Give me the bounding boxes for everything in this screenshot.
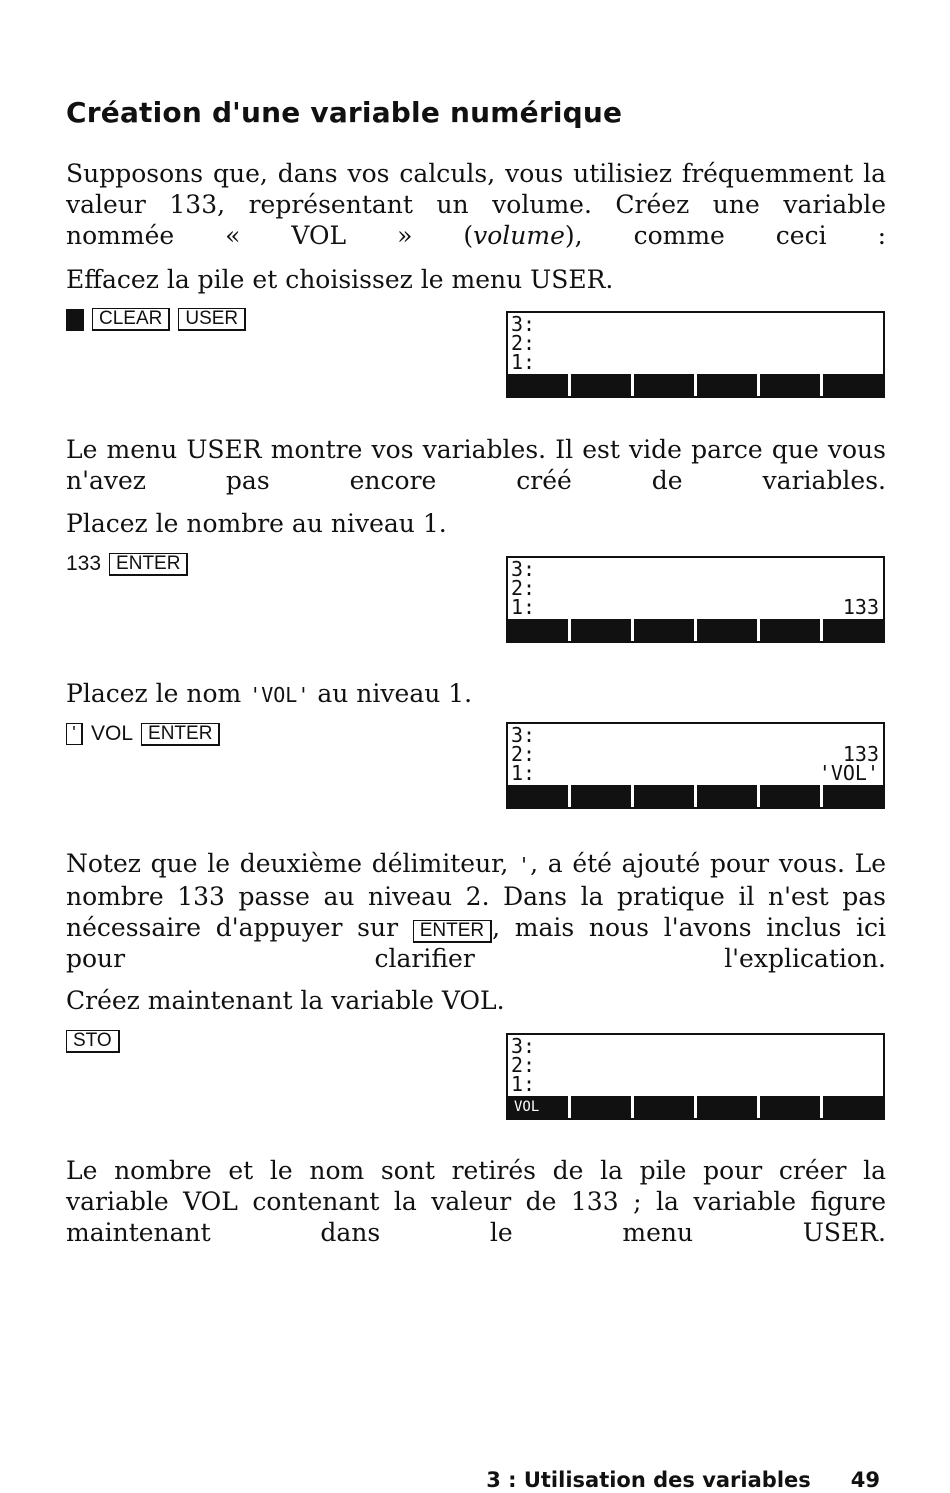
enter-key: ENTER bbox=[141, 723, 220, 746]
intro-paragraph bbox=[66, 158, 886, 251]
stack-level-1: 1: 'VOL' bbox=[511, 761, 879, 785]
step2-instruction: Placez le nombre au niveau 1. bbox=[66, 509, 447, 538]
menu-tab bbox=[760, 374, 820, 396]
sto-key: STO bbox=[66, 1030, 120, 1053]
tick-key: ' bbox=[66, 723, 83, 745]
delimiter-glyph: ' bbox=[518, 853, 531, 877]
calculator-display-3 bbox=[506, 722, 885, 809]
stack-level-2: 2: bbox=[511, 331, 536, 355]
stack-level-3: 3: bbox=[511, 1034, 536, 1058]
menu-tab bbox=[634, 619, 694, 641]
menu-tab bbox=[571, 1096, 631, 1118]
softkey-menu bbox=[508, 785, 883, 807]
section-heading: Création d'une variable numérique bbox=[66, 96, 623, 129]
paragraph-3: Notez que le deuxième délimiteur, ', a été ajouté pour vous. Le nombre 133 passe au niveau 2. Dans la pratique il n'est pas nécessaire d'appuyer sur ENTER , mais nous l'avons inclus ici pour clarifier l'explication. bbox=[66, 849, 886, 973]
stack-level-2: 2: bbox=[511, 1053, 536, 1077]
step1-keystrokes bbox=[66, 308, 246, 331]
menu-tab bbox=[697, 1096, 757, 1118]
stack-level-2: 2: 133 bbox=[511, 742, 879, 766]
menu-tab bbox=[634, 785, 694, 807]
step1-instruction: Effacez la pile et choisissez le menu USER. bbox=[66, 265, 614, 294]
page-footer bbox=[486, 1468, 880, 1492]
calculator-display-1 bbox=[506, 311, 885, 398]
stack-level-2: 2: bbox=[511, 576, 536, 600]
menu-tab bbox=[760, 619, 820, 641]
step2-keystrokes bbox=[66, 552, 188, 576]
stack-level-3: 3: bbox=[511, 557, 536, 581]
stack-level-1: 1: bbox=[511, 1072, 536, 1096]
stack-level-3: 3: bbox=[511, 723, 536, 747]
shift-key-icon bbox=[66, 309, 84, 331]
calculator-display-2 bbox=[506, 556, 885, 643]
softkey-menu bbox=[508, 619, 883, 641]
menu-tab bbox=[823, 785, 883, 807]
menu-tab bbox=[697, 619, 757, 641]
paragraph-2: Le menu USER montre vos variables. Il est vide parce que vous n'avez pas encore créé de variables. bbox=[66, 435, 886, 495]
typed-word: VOL bbox=[91, 722, 134, 745]
menu-tab bbox=[760, 785, 820, 807]
intro-text-1: Supposons que, dans vos calculs, vous utilisiez fréquemment la valeur 133, représentant un volume. Créez une variable nommée « VOL » ( bbox=[66, 159, 886, 250]
menu-tab-vol: VOL bbox=[508, 1096, 568, 1118]
step3-keystrokes bbox=[66, 722, 220, 746]
clear-key: CLEAR bbox=[92, 308, 170, 331]
paragraph-4: Le nombre et le nom sont retirés de la pile pour créer la variable VOL contenant la valeur de 133 ; la variable figure maintenant dans le menu USER. bbox=[66, 1156, 886, 1247]
page-number: 49 bbox=[850, 1468, 880, 1492]
code-name: 'VOL' bbox=[249, 683, 310, 707]
menu-tab bbox=[823, 1096, 883, 1118]
calculator-display-4 bbox=[506, 1033, 885, 1120]
softkey-menu bbox=[508, 1096, 883, 1118]
softkey-menu bbox=[508, 374, 883, 396]
stack-level-1: 1: 133 bbox=[511, 595, 879, 619]
step4-instruction: Créez maintenant la variable VOL. bbox=[66, 986, 505, 1015]
menu-tab bbox=[697, 374, 757, 396]
menu-tab bbox=[634, 374, 694, 396]
menu-tab bbox=[823, 374, 883, 396]
user-key: USER bbox=[178, 308, 246, 331]
menu-tab bbox=[508, 374, 568, 396]
enter-key: ENTER bbox=[413, 920, 492, 943]
menu-tab bbox=[508, 785, 568, 807]
menu-tab bbox=[634, 1096, 694, 1118]
menu-tab bbox=[571, 785, 631, 807]
stack-level-3: 3: bbox=[511, 312, 536, 336]
menu-tab bbox=[823, 619, 883, 641]
chapter-title: 3 : Utilisation des variables bbox=[486, 1468, 811, 1492]
step4-keystrokes bbox=[66, 1030, 120, 1053]
stack-level-1: 1: bbox=[511, 350, 536, 374]
menu-tab bbox=[571, 619, 631, 641]
step3-instruction: Placez le nom 'VOL' au niveau 1. bbox=[66, 679, 473, 708]
intro-text-2: ), comme ceci : bbox=[564, 221, 886, 250]
intro-italic: volume bbox=[473, 221, 565, 250]
enter-key: ENTER bbox=[109, 553, 188, 576]
typed-number: 133 bbox=[66, 552, 102, 575]
menu-tab bbox=[760, 1096, 820, 1118]
menu-tab bbox=[571, 374, 631, 396]
menu-tab bbox=[697, 785, 757, 807]
menu-tab bbox=[508, 619, 568, 641]
